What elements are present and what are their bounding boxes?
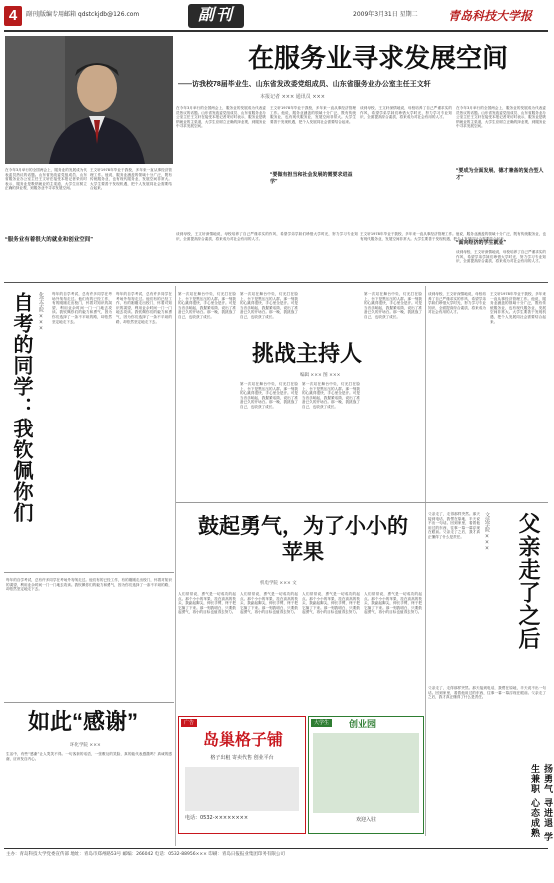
feature-subhead-3: “要成为全面发展、德才兼备的复合型人才” (456, 168, 544, 181)
feature-body-col4b: 谈到母校，王文轩深情地说，母校培养了自己严谨求实的作风，希望学弟学妹们珍惜大学时光，努力学习专业知识，全面提高综合素质，将来成为对社会有用的人才。 (456, 250, 546, 264)
thanks-body: 生活中，有些“感谢”让人哭笑不得。一句客套的话语，一张敷衍的笑脸，真的能代表感激吗？真诚的感谢，应该发自内心。 (6, 752, 172, 761)
ad-chuangye-image (313, 733, 419, 813)
side-banner: 扬勇气 寻进退 学生兼职 心态成熟 (529, 764, 552, 843)
right-top-col2: 王文轩1978年毕业于我校，多年来一直从事经济管理工作。他说，服务业涵盖的领域十分广泛，既有传统服务业，也有现代服务业，发展空间非常大。大学生要善于发现机遇，把个人发展同社会需要结合起来。 (490, 292, 546, 324)
ad-gezipu-phone: 电话：0532-×××××××× (185, 815, 249, 821)
father-byline: 文法学院 ××× (484, 512, 490, 552)
host-body-col2b: 第一次站在舞台中央，灯光打在脸上，台下是黑压压的人群。那一刻我的心跳得很快，手心里全是汗。可是当音乐响起，我握紧话筒，说出了准备已久的开场白。那一晚，我挑战了自己，也收获了成长。 (240, 382, 298, 409)
host-body-col4: 第一次站在舞台中央，灯光打在脸上，台下是黑压压的人群。那一刻我的心跳得很快，手心里全是汗。可是当音乐响起，我握紧话筒，说出了准备已久的开场白。那一晚，我挑战了自己，也收获了成长。 (364, 292, 422, 319)
left-column-body-2: 每年的自学考试，总有许多同学在考场外匆匆走过。他们有的已经工作，有的刚刚走出校门，怀着对知识的渴望，利用业余时间一门一门地去攻读。我钦佩你们的毅力和勇气，因为你们选择了一条不平坦的路，却依然坚定地走下去。 (116, 292, 172, 324)
ad-gezipu-title: 岛巢格子铺 (202, 732, 283, 749)
column-rule-3 (425, 506, 426, 836)
ad-chuangye-sub: 欢迎入驻 (355, 817, 376, 823)
apple-title: 鼓起勇气，为了小小的苹果 (198, 515, 408, 564)
host-byline: 编辑 ××× 图 ××× (300, 373, 341, 378)
lower-left-divider (4, 702, 174, 703)
left-column-title: 自考的同学：我钦佩你们 (10, 292, 34, 523)
ad-chuangye (308, 716, 424, 834)
ad-gezipu (178, 716, 306, 834)
header-date: 2009年3月31日 星期二 (353, 11, 418, 18)
father-body-col2: 父亲走了，走得那样突然。那天接到电话，我愣在原地，半天说不出一句话。回到家里，看着他用过的东西，往事一幕一幕浮现在眼前。父亲走了之后，我才真正懂得了什么是责任。 (428, 686, 546, 700)
portrait-photo (5, 36, 173, 164)
feature-subtitle: ——访我校78届毕业生、山东省发改委党组成员、山东省服务业办公室主任王文轩 (178, 81, 431, 88)
host-intro-col1: 第一次站在舞台中央，灯光打在脸上，台下是黑压压的人群。那一刻我的心跳得很快，手心里全是汗。可是当音乐响起，我握紧话筒，说出了准备已久的开场白。那一晚，我挑战了自己，也收获了成长。 (178, 292, 236, 319)
apple-body-col1: 人们常常说，勇气是一切成功的起点。那个小小的苹果，挂在高高的枝头，我踮起脚尖，伸长手臂，终于把它摘了下来。那一刻我明白，只要鼓起勇气，再小的目标也值得去努力。 (178, 592, 236, 615)
feature-body-col4: 在今年3月举行的全国两会上，服务业的发展成为代表委员热议的话题。山东省发改委党组成员、山东省服务业办公室主任王文轩在接受本报记者采访时表示，服务业是吸纳就业的主渠道，大学生应树立正确的择业观，到服务业中寻求发展空间。 (456, 106, 546, 129)
feature-lower-body-b: 王文轩1978年毕业于我校，多年来一直从事经济管理工作。他说，服务业涵盖的领域十分广泛，既有传统服务业，也有现代服务业，发展空间非常大。大学生要善于发现机遇，把个人发展同社会需要结合起来。 (360, 232, 546, 241)
ad-chuangye-title: 创业园 (349, 719, 377, 729)
feature-lower-body-a: 谈到母校，王文轩深情地说，母校培养了自己严谨求实的作风，希望学弟学妹们珍惜大学时光，努力学习专业知识，全面提高综合素质，将来成为对社会有用的人才。 (176, 232, 358, 241)
apple-body-col3: 人们常常说，勇气是一切成功的起点。那个小小的苹果，挂在高高的枝头，我踮起脚尖，伸长手臂，终于把它摘了下来。那一刻我明白，只要鼓起勇气，再小的目标也值得去努力。 (302, 592, 360, 615)
left-column-body-1: 每年的自学考试，总有许多同学在考场外匆匆走过。他们有的已经工作，有的刚刚走出校门，怀着对知识的渴望，利用业余时间一门一门地去攻读。我钦佩你们的毅力和勇气，因为你们选择了一条不平坦的路，却依然坚定地走下去。 (52, 292, 112, 324)
mid-divider (176, 502, 548, 503)
ad-chuangye-tag: 大学生 (311, 719, 332, 727)
feature-subhead-4: “面向经济的学生就业” (456, 240, 507, 246)
page-number: 4 (8, 7, 18, 24)
left-column-body-3: 每年的自学考试，总有许多同学在考场外匆匆走过。他们有的已经工作，有的刚刚走出校门，怀着对知识的渴望，利用业余时间一门一门地去攻读。我钦佩你们的毅力和勇气，因为你们选择了一条不平坦的路，却依然坚定地走下去。 (6, 578, 172, 592)
feature-body-col1: 在今年3月举行的全国两会上，服务业的发展成为代表委员热议的话题。山东省发改委党组成员、山东省服务业办公室主任王文轩在接受本报记者采访时表示，服务业是吸纳就业的主渠道，大学生应树立正确的择业观，到服务业中寻求发展空间。 (176, 106, 266, 129)
apple-byline: 机电学院 ××× 文 (260, 581, 297, 586)
feature-subhead-1: “服务业有着很大的就业和创业空间” (5, 237, 94, 243)
father-title: 父亲走了之后 (515, 512, 540, 650)
host-intro-col2: 第一次站在舞台中央，灯光打在脸上，台下是黑压压的人群。那一刻我的心跳得很快，手心里全是汗。可是当音乐响起，我握紧话筒，说出了准备已久的开场白。那一晚，我挑战了自己，也收获了成长。 (240, 292, 298, 319)
feature-lower-left: 在今年3月举行的全国两会上，服务业的发展成为代表委员热议的话题。山东省发改委党组成员、山东省服务业办公室主任王文轩在接受本报记者采访时表示，服务业是吸纳就业的主渠道，大学生应树立正确的择业观，到服务业中寻求发展空间。 (5, 168, 87, 191)
feature-body-col2: 王文轩1978年毕业于我校，多年来一直从事经济管理工作。他说，服务业涵盖的领域十分广泛，既有传统服务业，也有现代服务业，发展空间非常大。大学生要善于发现机遇，把个人发展同社会需要结合起来。 (270, 106, 356, 124)
header-rule (4, 30, 548, 32)
thanks-title: 如此“感谢” (28, 709, 139, 734)
footer-rule (4, 848, 548, 849)
column-rule-1 (175, 286, 176, 846)
father-body-col1: 父亲走了，走得那样突然。那天接到电话，我愣在原地，半天说不出一句话。回到家里，看着他用过的东西，往事一幕一幕浮现在眼前。父亲走了之后，我才真正懂得了什么是责任。 (428, 512, 480, 539)
apple-body-col4: 人们常常说，勇气是一切成功的起点。那个小小的苹果，挂在高高的枝头，我踮起脚尖，伸长手臂，终于把它摘了下来。那一刻我明白，只要鼓起勇气，再小的目标也值得去努力。 (364, 592, 422, 615)
host-body-col3: 第一次站在舞台中央，灯光打在脸上，台下是黑压压的人群。那一刻我的心跳得很快，手心里全是汗。可是当音乐响起，我握紧话筒，说出了准备已久的开场白。那一晚，我挑战了自己，也收获了成长。 (302, 382, 360, 409)
header-left-text: 副刊|版编专用邮箱 qdstckjdb@126.com (26, 11, 140, 18)
feature-divider (4, 282, 548, 283)
feature-title: 在服务业寻求发展空间 (247, 43, 508, 73)
ad-gezipu-sub: 格子出租 寄卖代售 创业平台 (210, 755, 274, 761)
feature-lower-right: 王文轩1978年毕业于我校，多年来一直从事经济管理工作。他说，服务业涵盖的领域十分广泛，既有传统服务业，也有现代服务业，发展空间非常大。大学生要善于发现机遇，把个人发展同社会需要结合起来。 (90, 168, 172, 191)
section-title: 副刊 (197, 7, 234, 24)
left-column-byline: 化学学院 ××× (38, 292, 44, 332)
host-title: 挑战主持人 (252, 341, 363, 366)
ad-gezipu-tag: 广告 (181, 719, 197, 727)
feature-body-col3: 谈到母校，王文轩深情地说，母校培养了自己严谨求实的作风，希望学弟学妹们珍惜大学时光，努力学习专业知识，全面提高综合素质，将来成为对社会有用的人才。 (360, 106, 452, 120)
right-top-col1: 谈到母校，王文轩深情地说，母校培养了自己严谨求实的作风，希望学弟学妹们珍惜大学时光，努力学习专业知识，全面提高综合素质，将来成为对社会有用的人才。 (428, 292, 486, 315)
paper-name: 青岛科技大学报 (448, 9, 533, 23)
left-column-divider (4, 572, 174, 573)
feature-byline: 本报记者 ××× 通讯员 ××× (260, 94, 325, 100)
apple-body-col2: 人们常常说，勇气是一切成功的起点。那个小小的苹果，挂在高高的枝头，我踮起脚尖，伸长手臂，终于把它摘了下来。那一刻我明白，只要鼓起勇气，再小的目标也值得去努力。 (240, 592, 298, 615)
thanks-byline: 环化学院 ××× (70, 743, 101, 748)
feature-subhead-2: “要做有担当和社会发展的需要求进益学” (270, 172, 353, 185)
footer-text: 主办：青岛科技大学党委宣传部 地址：青岛市郑州路53号 邮编：266042 电话：0532-88956××× 印刷：青岛日报报业集团印务有限公司 (6, 852, 285, 857)
ad-gezipu-image (185, 767, 299, 811)
